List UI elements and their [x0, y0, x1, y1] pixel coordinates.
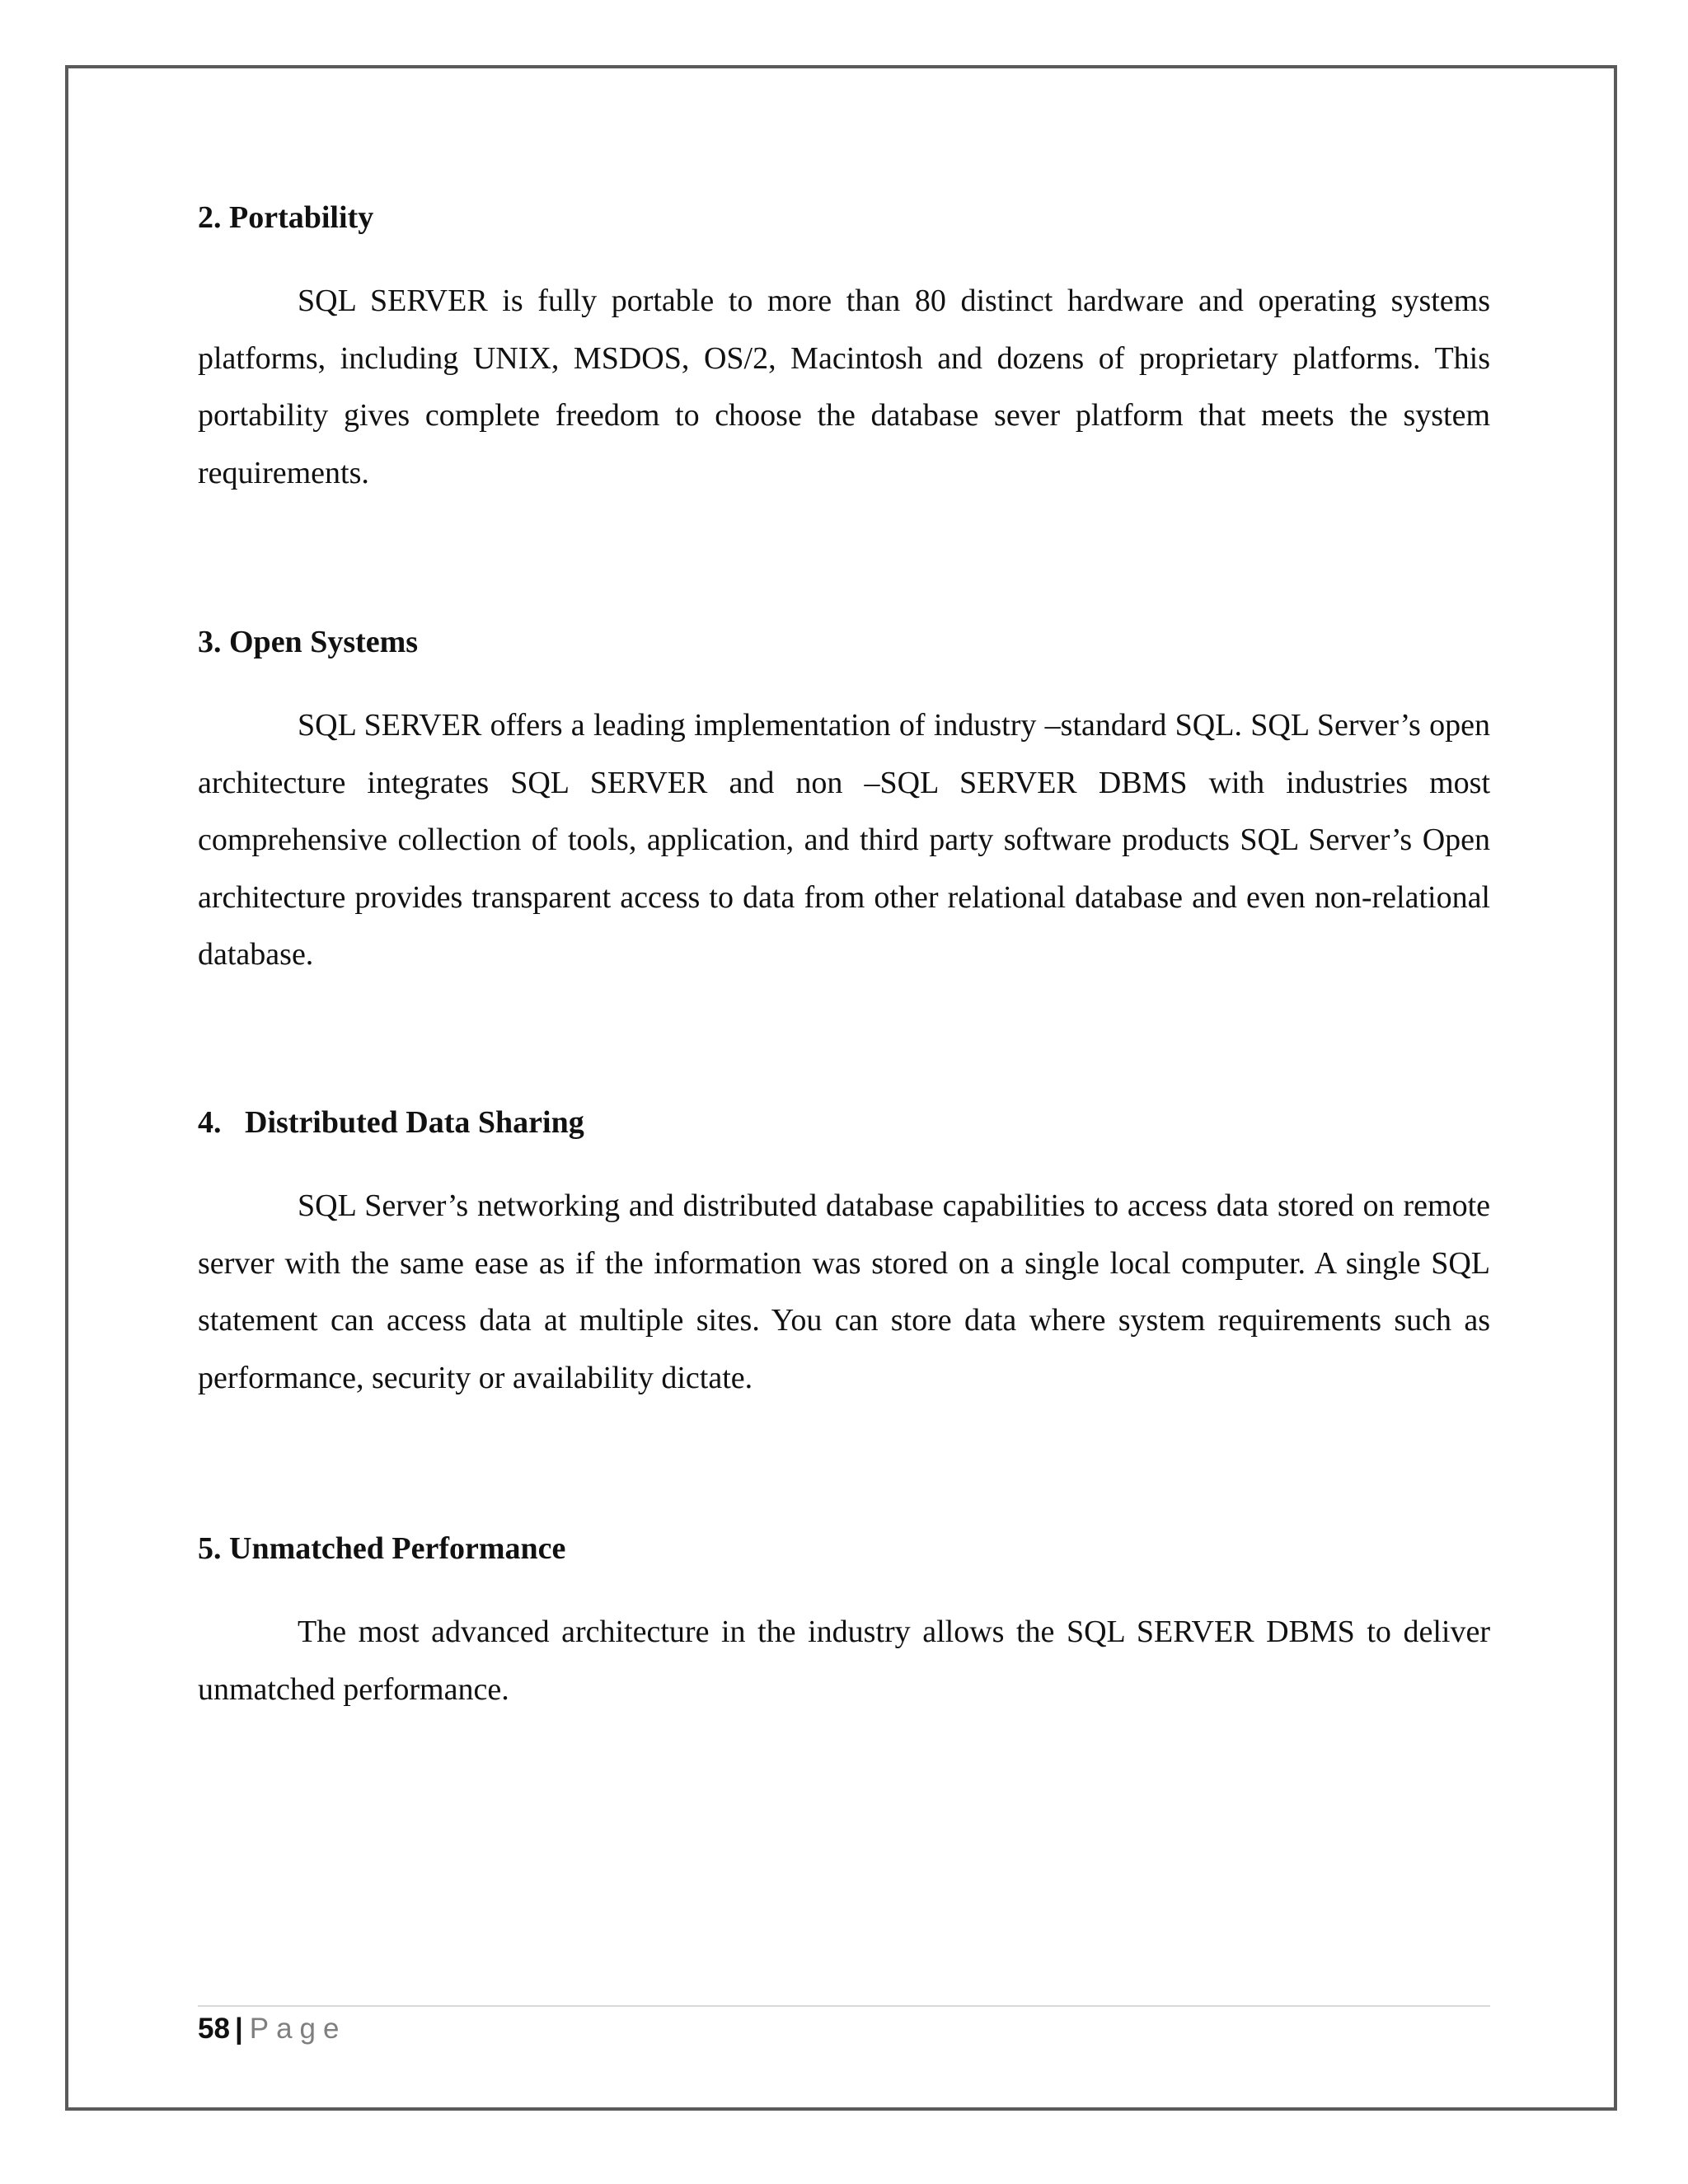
section-body: SQL Server’s networking and distributed database capabilities to access data stored on remote server with the same ease as if the information was stored on a single local computer. A single SQL statement can access data at multiple sites. You can store data where system requirements such as performance, security or availability dictate. [198, 1188, 1490, 1395]
section-heading: 3. Open Systems [198, 625, 419, 659]
section-unmatched-performance [198, 1530, 1490, 1718]
section-heading: 2. Portability [198, 200, 374, 235]
section-body: SQL SERVER offers a leading implementation of industry –standard SQL. SQL Server’s open architecture integrates SQL SERVER and non –SQL SERVER DBMS with industries most comprehensive collection of tools, application, and third party software products SQL Server’s Open architecture provides transparent access to data from other relational database and even non-relational database. [198, 708, 1490, 972]
page-label: Page [249, 2013, 347, 2045]
footer-rule [198, 2005, 1490, 2007]
section-portability [198, 199, 1490, 502]
page-footer [198, 2011, 346, 2047]
section-heading: 4. Distributed Data Sharing [198, 1105, 584, 1140]
section-heading: 5. Unmatched Performance [198, 1531, 566, 1566]
section-body: The most advanced architecture in the industry allows the SQL SERVER DBMS to deliver unmatched performance. [198, 1615, 1490, 1707]
page-number: 58 [198, 2013, 230, 2045]
footer-separator: | [234, 2013, 243, 2045]
section-distributed-data-sharing [198, 1104, 1490, 1407]
section-open-systems [198, 624, 1490, 984]
section-body: SQL SERVER is fully portable to more than 80 distinct hardware and operating systems platforms, including UNIX, MSDOS, OS/2, Macintosh and dozens of proprietary platforms. This portability gives complete freedom to choose the database sever platform that meets the system requirements. [198, 284, 1490, 490]
